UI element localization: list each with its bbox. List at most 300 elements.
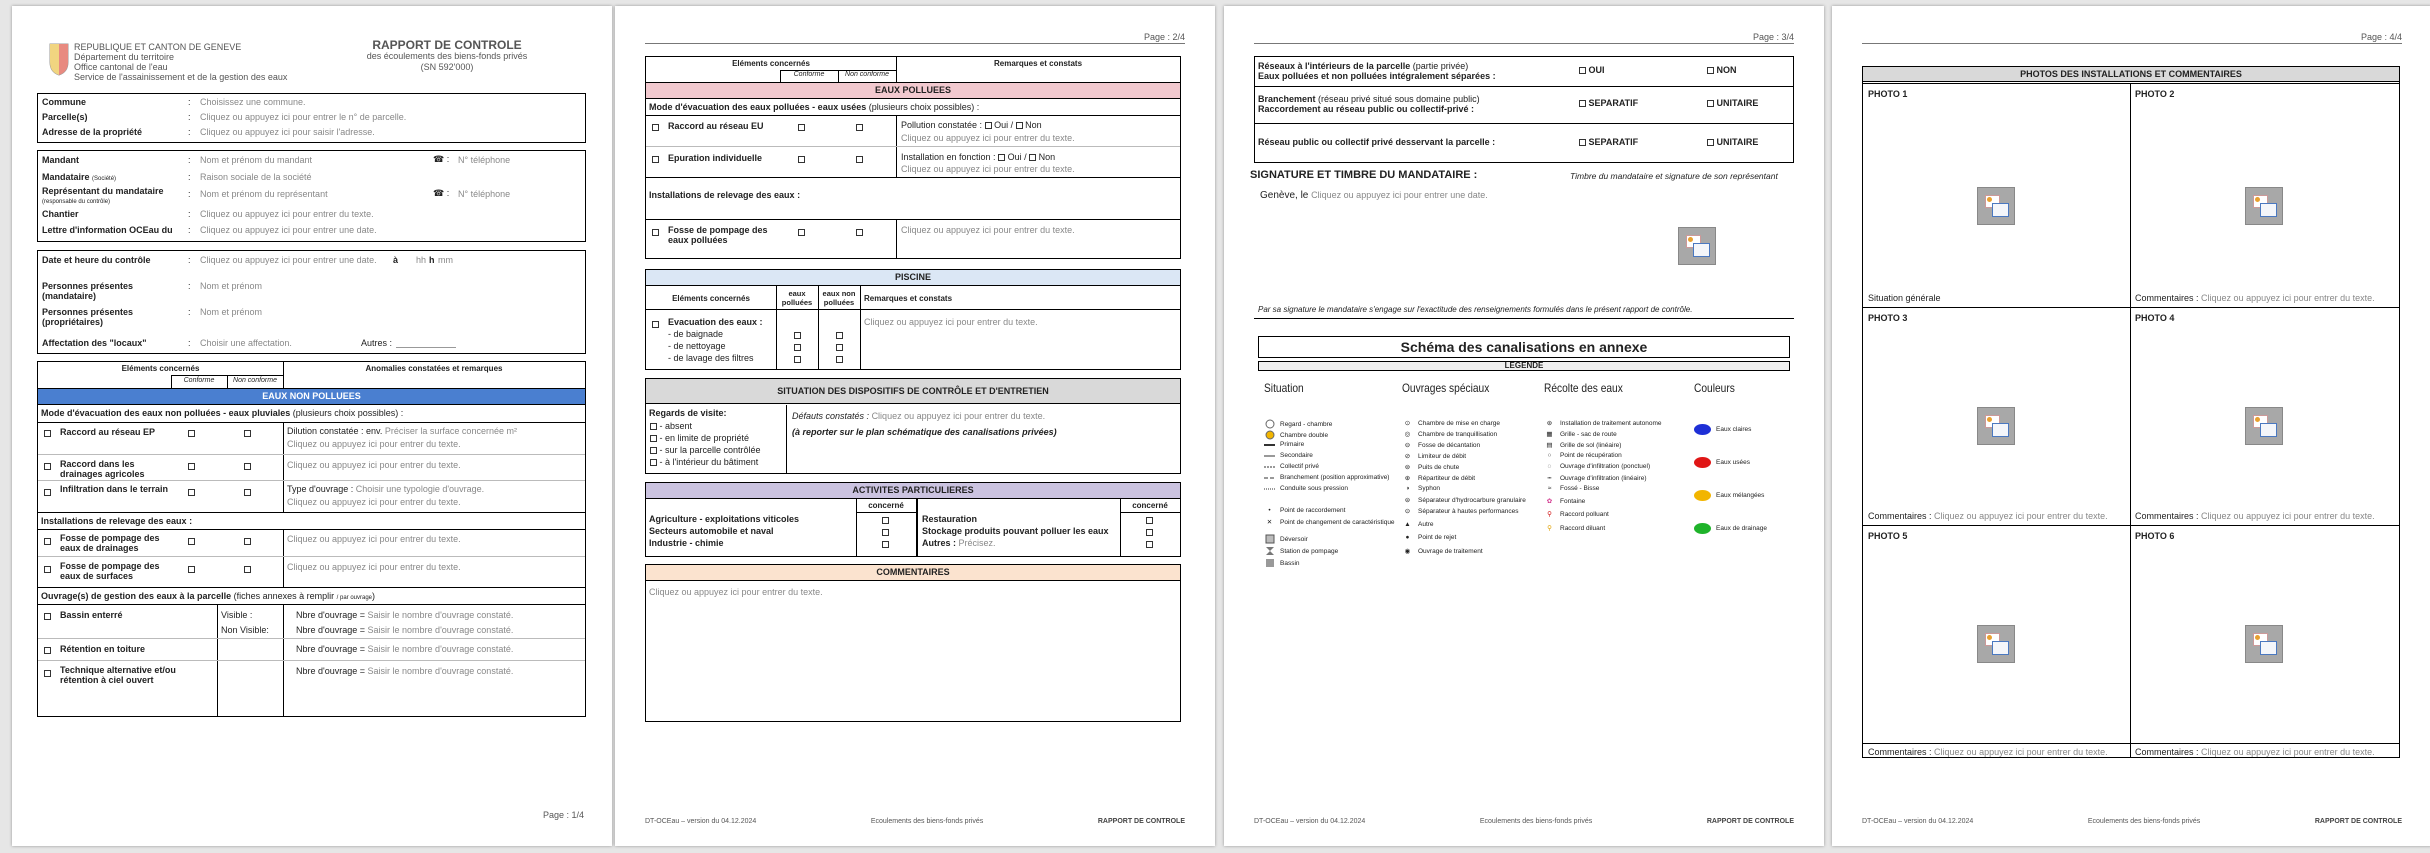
checkbox[interactable] <box>882 517 889 524</box>
geneve-label: Genève, le <box>1260 190 1309 201</box>
legend-col-recolte: Récolte des eaux <box>1544 381 1623 395</box>
mandataire-field[interactable]: Raison sociale de la société <box>200 172 312 182</box>
legend-repartiteur: Répartiteur de débit <box>1418 474 1476 482</box>
phone-icon: ☎ : <box>433 154 450 164</box>
pers-prop-label: Personnes présentes <box>42 307 134 317</box>
location-block: Commune : Choisissez une commune. Parcelle(s) : Cliquez ou appuyez ici pour entrer le n° de parcelle. Adresse de la propriété : Cliquez ou appuyez ici pour saisir l'adresse. <box>37 93 586 143</box>
legend-limiteur: Limiteur de débit <box>1418 452 1467 460</box>
situation-table <box>645 378 1181 474</box>
legend-chambre-double: Chambre double <box>1280 431 1329 439</box>
page-2 <box>615 6 1215 846</box>
checkbox[interactable] <box>1146 541 1153 548</box>
legend-infiltration-ponctuel: Ouvrage d'infiltration (ponctuel) <box>1560 463 1651 470</box>
legend-grille-sac: Grille - sac de route <box>1560 430 1617 438</box>
legend-separateur-granulaire: Séparateur d'hydrocarbure granulaire <box>1418 496 1526 504</box>
footer-version: DT-OCEau – version du 04.12.2024 <box>1862 818 1974 825</box>
autres-label: Autres : <box>361 338 393 348</box>
legend-tranquillisation: Chambre de tranquillisation <box>1418 430 1498 438</box>
legend-fosse-decantation: Fosse de décantation <box>1418 441 1481 449</box>
footer <box>645 818 1185 825</box>
band-piscine: PISCINE <box>646 270 1180 286</box>
row-raccord-ep: Raccord au réseau EP <box>60 427 156 437</box>
ouvrages-sub2: / par ouvrage <box>336 595 373 601</box>
legend-bassin: Bassin <box>1280 559 1300 567</box>
legend-primaire: Primaire <box>1280 441 1305 448</box>
checkbox[interactable] <box>794 332 801 339</box>
row-bassin-enterre: Bassin enterré <box>60 610 123 620</box>
visible-label: Visible : <box>221 610 253 620</box>
photo-3-label: PHOTO 3 <box>1868 313 1908 323</box>
checkbox-oui[interactable] <box>985 122 992 129</box>
head-elements: Eléments concernés <box>672 294 750 303</box>
legend-point-raccordement: Point de raccordement <box>1280 507 1346 514</box>
checkbox[interactable] <box>836 356 843 363</box>
checkbox-separatif[interactable] <box>1579 139 1586 146</box>
row-epuration: Epuration individuelle <box>668 153 763 163</box>
checkbox-non-conforme[interactable] <box>244 463 251 470</box>
text-field[interactable]: Cliquez ou appuyez ici pour entrer du texte. <box>901 225 1075 235</box>
legend-col-ouvrages: Ouvrages spéciaux <box>1402 381 1490 395</box>
color-swatch <box>1694 523 1711 534</box>
photo-6-label: PHOTO 6 <box>2135 531 2175 541</box>
relevage-label: Installations de relevage des eaux : <box>41 516 193 526</box>
legend-col-situation: Situation <box>1264 381 1304 395</box>
comment-label: Commentaires : <box>1868 511 1932 521</box>
a-label: à <box>393 255 399 265</box>
regards-label: Regards de visite: <box>649 408 727 418</box>
checkbox-non-conforme[interactable] <box>856 229 863 236</box>
checkbox[interactable] <box>44 538 51 545</box>
act-agriculture: Agriculture - exploitations viticoles <box>649 514 800 524</box>
evac-filtres: - de lavage des filtres <box>668 353 754 363</box>
checkbox-conforme[interactable] <box>188 430 195 437</box>
photo-6-image-icon[interactable] <box>2245 625 2283 663</box>
control-block: Date et heure du contrôle : Cliquez ou appuyez ici pour entrer une date. à hh h mm Personnes présentes (mandataire) : Nom et prénom Personnes présentes (propriétaires) : Nom et prénom Affectation des "locaux" : Choisir une affectation. Autres : <box>37 250 586 354</box>
photo-6-comment-field[interactable]: Cliquez ou appuyez ici pour entrer du texte. <box>2201 747 2375 757</box>
page-number: Page : 3/4 <box>1752 32 1794 42</box>
head-eaux-non-polluees: eaux non polluées <box>822 289 856 307</box>
text-field[interactable]: Cliquez ou appuyez ici pour entrer du texte. <box>287 534 461 544</box>
row-fosse-drainages: Fosse de pompage des eaux de drainages <box>60 533 160 553</box>
checkbox-non[interactable] <box>1016 122 1023 129</box>
photo-2-image-icon[interactable] <box>2245 187 2283 225</box>
q2a-label: Branchement <box>1258 94 1316 104</box>
legend-fontaine: Fontaine <box>1560 497 1586 505</box>
act-automobile: Secteurs automobile et naval <box>649 526 774 536</box>
head-conforme: Conforme <box>183 377 215 384</box>
parcelle-field[interactable]: Cliquez ou appuyez ici pour entrer le n° de parcelle. <box>200 112 407 122</box>
photo-1-image-icon[interactable] <box>1977 187 2015 225</box>
mode-label: Mode d'évacuation des eaux polluées - eaux usées <box>649 102 867 112</box>
commune-select[interactable]: Choisissez une commune. <box>200 97 306 107</box>
checkbox[interactable] <box>44 489 51 496</box>
preciser-field[interactable]: Précisez. <box>958 538 996 548</box>
mode-sub: (plusieurs choix possibles) : <box>292 408 404 418</box>
band-activites: ACTIVITES PARTICULIERES <box>646 483 1180 499</box>
mandant-label: Mandant <box>42 155 79 165</box>
report-title-block <box>352 40 542 73</box>
legend-autre: Autre <box>1418 521 1434 528</box>
color-label: Eaux usées <box>1716 459 1750 466</box>
nombre-label: Nbre d'ouvrage = <box>296 666 366 676</box>
representant-phone-field[interactable]: N° téléphone <box>458 189 511 199</box>
representant-label: Représentant du mandataire <box>42 186 164 196</box>
checkbox-conforme[interactable] <box>188 463 195 470</box>
page-4 <box>1832 6 2430 846</box>
photo-4-comment-field[interactable]: Cliquez ou appuyez ici pour entrer du texte. <box>2201 511 2375 521</box>
checkbox[interactable] <box>650 423 657 430</box>
checkbox-non-conforme[interactable] <box>244 489 251 496</box>
color-label: Eaux mélangées <box>1716 492 1765 499</box>
type-ouvrage-label: Type d'ouvrage : <box>287 484 354 494</box>
legend-raccord-polluant: Raccord polluant <box>1560 510 1609 518</box>
phone-icon: ☎ : <box>433 188 450 198</box>
geneva-coat-of-arms-logo <box>48 42 70 76</box>
footer-mid: Ecoulements des biens-fonds privés <box>2087 818 2201 825</box>
parties-block: Mandant : Nom et prénom du mandant ☎ : N° téléphone Mandataire (Société) : Raison sociale de la société Représentant du mandataire (responsable du contrôle) : Nom et prénom du représentant ☎ : N° téléphone Chantier : Cliquez ou appuyez ici pour entrer du texte. Lettre d'information OCEau du : Cliquez ou appuyez ici pour entrer une date. <box>37 150 586 242</box>
legend-separateur-hp: Séparateur à hautes performances <box>1418 507 1519 515</box>
reseaux-block <box>1254 56 1794 163</box>
head-remarques: Remarques et constats <box>864 294 953 303</box>
page-number: Page : 4/4 <box>2360 32 2402 42</box>
q2b-label: Raccordement au réseau public ou collectif-privé : <box>1258 104 1475 114</box>
date-controle-field[interactable]: Cliquez ou appuyez ici pour entrer une date. <box>200 255 377 265</box>
legend-branchement: Branchement (position approximative) <box>1280 474 1390 481</box>
regards-absent: - absent <box>659 421 693 431</box>
evac-baignade: - de baignade <box>668 329 724 339</box>
page-3: Page : 3/4 Réseaux à l'intérieurs de la parcelle (partie privée) Eaux polluées et non polluées intégralement séparées : OUI NON Branchement (réseau privé situé sous domaine public) Raccordement au réseau public ou collectif-privé : SEPARATIF UNITAIRE Réseau public ou collectif privé desservant la parcelle : SEPARATIF UNITAIRE SIGNATURE ET TIMBRE DU MANDATAIRE : Timbre du mandataire et signature de son représentant Genève, le Cliquez ou appuyez ici pour entrer une date. Par sa signature le mandataire s'engage sur l'exactitude des renseignements formulés dans le présent rapport de contrôle. Schéma des canalisations en annexe LEGENDE Situation Ouvrages spéciaux Récolte des eaux Couleurs Regard - chambre Chambre double Primaire Secondaire Collectif privé Branchement (position approximative) Conduite sous pression • Point de raccordement ✕ Point de changement de caractéristique Déversoir Station de pompage Bassin ⊙ Chambre de mise en charge ◎ Chambre de tranquillisation ⊖ Fosse de décantation ⊘ Limiteur de débit ⊚ Puits de chute ⊕ Répartiteur de débit ◑ Syphon ⊜ Séparateur d'hydrocarbure granulaire ⊝ Séparateur à hautes performances ▲ Autre ● Point de rejet ◉ Ouvrage de traitement ⊛ Installation de traitement autonome ▦ Grille - sac de route ▤ Grille de sol (linéaire) ○ Point de récupération ◌ Ouvrage d'infiltration (ponctuel) ┅ Ouvrage d'infiltration (linéaire) ≈ Fossé - Bisse ✿ Fontaine ⚲ Raccord polluant ⚲ Raccord diluant DT-OCEau – version du 04.12.2024 Ecoulements des biens-fonds privés RAPPORT DE CONTROLE Eaux claires Eaux usées Eaux mélangées Eaux de drainage <box>1224 6 1824 846</box>
comment-label: Commentaires : <box>2135 747 2199 757</box>
engagement-text: Par sa signature le mandataire s'engage sur l'exactitude des renseignements formulés dans le présent rapport de contrôle. <box>1258 305 1693 314</box>
signature-note: Timbre du mandataire et signature de son représentant <box>1570 171 1778 181</box>
head-non-conforme: Non conforme <box>233 377 277 384</box>
hour-field[interactable]: hh <box>416 255 427 265</box>
head-elements: Eléments concernés <box>121 364 200 373</box>
row-fosse-surfaces: Fosse de pompage des eaux de surfaces <box>60 561 160 581</box>
footer <box>1254 818 1794 825</box>
pers-prop-sub: (propriétaires) <box>42 317 104 327</box>
row-technique-alternative: Technique alternative et/ou rétention à ciel ouvert <box>60 665 176 685</box>
mandant-field[interactable]: Nom et prénom du mandant <box>200 155 313 165</box>
pers-prop-field[interactable]: Nom et prénom <box>200 307 263 317</box>
photo-2-comment-field[interactable]: Cliquez ou appuyez ici pour entrer du texte. <box>2201 293 2375 303</box>
text-field[interactable]: Cliquez ou appuyez ici pour entrer du texte. <box>901 133 1075 143</box>
act-autres: Autres : <box>922 538 957 548</box>
footer-title: RAPPORT DE CONTROLE <box>1706 818 1794 825</box>
pers-mandat-label: Personnes présentes <box>42 281 134 291</box>
nombre-field[interactable]: Saisir le nombre d'ouvrage constaté. <box>367 666 514 676</box>
photo-4-label: PHOTO 4 <box>2135 313 2175 323</box>
non-label: Non <box>1025 120 1042 130</box>
unitaire-label: UNITAIRE <box>1716 137 1759 147</box>
page-number: Page : 2/4 <box>1143 32 1185 42</box>
installation-label: Installation en fonction : <box>901 152 996 162</box>
evac-nettoyage: - de nettoyage <box>668 341 726 351</box>
mode-sub: (plusieurs choix possibles) : <box>868 102 980 112</box>
q3-label: Réseau public ou collectif privé desservant la parcelle : <box>1258 137 1496 147</box>
checkbox[interactable] <box>44 463 51 470</box>
nombre-field[interactable]: Saisir le nombre d'ouvrage constaté. <box>367 644 514 654</box>
legend-puits-chute: Puits de chute <box>1418 463 1460 471</box>
photo-3-image-icon[interactable] <box>1977 407 2015 445</box>
head-elements: Eléments concernés <box>732 59 810 68</box>
minute-field[interactable]: mm <box>438 255 453 265</box>
footer-mid: Ecoulements des biens-fonds privés <box>1479 818 1593 825</box>
checkbox-unitaire[interactable] <box>1707 100 1714 107</box>
legend-color-row <box>1694 523 1767 534</box>
report-title: RAPPORT DE CONTROLE <box>372 38 522 52</box>
autres-line[interactable] <box>396 347 456 348</box>
head-anomalies: Anomalies constatées et remarques <box>365 364 503 373</box>
q2a-sub: (réseau privé situé sous domaine public) <box>1318 94 1480 104</box>
checkbox[interactable] <box>882 529 889 536</box>
eaux-non-polluees-table: Eléments concernés Anomalies constatées et remarques Conforme Non conforme EAUX NON POLLUEES Mode d'évacuation des eaux non polluées - eaux pluviales (plusieurs choix possibles) : Raccord au réseau EP Dilution constatée : env. Préciser la surface concernée m² Cliquez ou appuyez ici pour entrer du texte. Raccord dans les drainages agricoles Cliquez ou appuyez ici pour entrer du texte. Infiltration dans le terrain Type d'ouvrage : Choisir une typologie d'ouvrage. Cliquez ou appuyez ici pour entrer du texte. Installations de relevage des eaux : Fosse de pompage des eaux de drainages Cliquez ou appuyez ici pour entrer du texte. Fosse de pompage des eaux de surfaces Cliquez ou appuyez ici pour entrer du texte. Ouvrage(s) de gestion des eaux à la parcelle (fiches annexes à remplir / par ouvrage) Bassin enterré Visible : Non Visible: Nbre d'ouvrage = Saisir le nombre d'ouvrage constaté. Nbre d'ouvrage = Saisir le nombre d'ouvrage constaté. Rétention en toiture Nbre d'ouvrage = Saisir le nombre d'ouvrage constaté. Technique alternative et/ou rétention à ciel ouvert Nbre d'ouvrage = Saisir le nombre d'ouvrage constaté. <box>37 361 586 717</box>
nombre-field[interactable]: Saisir le nombre d'ouvrage constaté. <box>367 610 514 620</box>
separatif-label: SEPARATIF <box>1588 98 1639 108</box>
checkbox[interactable] <box>44 430 51 437</box>
legend-ouvrage-traitement: Ouvrage de traitement <box>1418 547 1483 555</box>
footer-mid: Ecoulements des biens-fonds privés <box>870 818 984 825</box>
photo-1-label: PHOTO 1 <box>1868 89 1908 99</box>
mandataire-sub: (Société) <box>92 176 117 182</box>
checkbox-non-conforme[interactable] <box>856 156 863 163</box>
checkbox-non[interactable] <box>1707 67 1714 74</box>
checkbox-separatif[interactable] <box>1579 100 1586 107</box>
non-label: Non <box>1038 152 1056 162</box>
photo-5-comment-field[interactable]: Cliquez ou appuyez ici pour entrer du texte. <box>1934 747 2108 757</box>
legend-point-rejet: Point de rejet <box>1418 534 1457 541</box>
checkbox[interactable] <box>650 435 657 442</box>
color-swatch <box>1694 424 1711 435</box>
checkbox[interactable] <box>44 647 51 654</box>
head-eaux-polluees: eaux polluées <box>781 289 813 307</box>
mandant-phone-field[interactable]: N° téléphone <box>458 155 511 165</box>
checkbox-non-conforme[interactable] <box>856 124 863 131</box>
signature-date-field[interactable]: Cliquez ou appuyez ici pour entrer une date. <box>1311 190 1488 200</box>
photo-5-image-icon[interactable] <box>1977 625 2015 663</box>
reporter-note: (à reporter sur le plan schématique des canalisations privées) <box>792 427 1057 437</box>
checkbox[interactable] <box>652 229 659 236</box>
checkbox[interactable] <box>44 566 51 573</box>
mode-label: Mode d'évacuation des eaux non polluées - eaux pluviales <box>41 408 291 418</box>
date-controle-label: Date et heure du contrôle <box>42 255 151 265</box>
checkbox[interactable] <box>652 124 659 131</box>
footer-title: RAPPORT DE CONTROLE <box>2314 818 2402 825</box>
checkbox-non-conforme[interactable] <box>244 538 251 545</box>
checkbox[interactable] <box>652 321 659 328</box>
org-block <box>74 42 287 82</box>
checkbox-conforme[interactable] <box>188 538 195 545</box>
adresse-field[interactable]: Cliquez ou appuyez ici pour saisir l'adresse. <box>200 127 375 137</box>
legend-mise-en-charge: Chambre de mise en charge <box>1418 419 1501 427</box>
checkbox[interactable] <box>650 459 657 466</box>
legend-col-couleurs: Couleurs <box>1694 381 1735 395</box>
signature-title: SIGNATURE ET TIMBRE DU MANDATAIRE : <box>1250 169 1478 181</box>
non-label: NON <box>1716 65 1737 75</box>
checkbox-conforme[interactable] <box>798 124 805 131</box>
defauts-field[interactable]: Cliquez ou appuyez ici pour entrer du texte. <box>871 411 1046 421</box>
pers-mandat-field[interactable]: Nom et prénom <box>200 281 263 291</box>
ouvrages-label: Ouvrage(s) de gestion des eaux à la parcelle <box>41 591 232 601</box>
lettre-label: Lettre d'information OCEau du <box>42 225 173 235</box>
checkbox[interactable] <box>1146 529 1153 536</box>
head-concerne: concerné <box>1132 501 1168 510</box>
type-ouvrage-select[interactable]: Choisir une typologie d'ouvrage. <box>355 484 485 494</box>
photo-4-image-icon[interactable] <box>2245 407 2283 445</box>
checkbox-conforme[interactable] <box>798 156 805 163</box>
checkbox-oui[interactable] <box>998 154 1005 161</box>
signature-image-placeholder-icon[interactable] <box>1678 227 1716 265</box>
activites-table <box>645 482 1181 557</box>
photo-1-caption: Situation générale <box>1868 293 1941 303</box>
schema-title-box <box>1258 336 1790 358</box>
dilution-label: Dilution constatée : env. <box>287 426 383 436</box>
act-industrie: Industrie - chimie <box>649 538 724 548</box>
legend-regard: Regard - chambre <box>1280 420 1333 428</box>
org-line: Département du territoire <box>74 52 175 62</box>
piscine-table <box>645 269 1181 370</box>
representant-field[interactable]: Nom et prénom du représentant <box>200 189 328 199</box>
checkbox[interactable] <box>44 670 51 677</box>
footer-title: RAPPORT DE CONTROLE <box>1097 818 1185 825</box>
text-field[interactable]: Cliquez ou appuyez ici pour entrer du texte. <box>901 164 1075 174</box>
nombre-label: Nbre d'ouvrage = <box>296 625 366 635</box>
legend-secondaire: Secondaire <box>1280 452 1313 459</box>
checkbox-conforme[interactable] <box>188 566 195 573</box>
checkbox[interactable] <box>836 344 843 351</box>
regards-parcelle: - sur la parcelle contrôlée <box>659 445 761 455</box>
footer-version: DT-OCEau – version du 04.12.2024 <box>1254 818 1366 825</box>
legend-syphon: Syphon <box>1418 485 1441 492</box>
legende-bar <box>1258 361 1790 371</box>
affectation-select[interactable]: Choisir une affectation. <box>200 338 292 348</box>
comment-label: Commentaires : <box>1868 747 1932 757</box>
checkbox-unitaire[interactable] <box>1707 139 1714 146</box>
schema-title: Schéma des canalisations en annexe <box>1400 339 1648 355</box>
band-eaux-polluees: EAUX POLLUEES <box>646 82 1180 99</box>
color-label: Eaux claires <box>1716 426 1752 433</box>
report-subtitle: des écoulements des biens-fonds privés <box>366 51 528 61</box>
ouvrages-sub: (fiches annexes à remplir <box>233 591 335 601</box>
relevage-label: Installations de relevage des eaux : <box>649 190 801 200</box>
oui-label: Oui / <box>994 120 1014 130</box>
chantier-label: Chantier <box>42 209 79 219</box>
mandataire-label: Mandataire <box>42 172 90 182</box>
legend-color-row <box>1694 457 1750 468</box>
legend-color-row <box>1694 424 1751 435</box>
nombre-label: Nbre d'ouvrage = <box>296 610 366 620</box>
org-line: REPUBLIQUE ET CANTON DE GENEVE <box>74 42 242 52</box>
eaux-polluees-table <box>645 56 1181 259</box>
checkbox[interactable] <box>652 156 659 163</box>
affectation-label: Affectation des "locaux" <box>42 338 147 348</box>
nombre-field[interactable]: Saisir le nombre d'ouvrage constaté. <box>367 625 514 635</box>
separatif-label: SEPARATIF <box>1588 137 1639 147</box>
legend-color-row <box>1694 490 1764 501</box>
text-field[interactable]: Cliquez ou appuyez ici pour entrer du texte. <box>287 497 461 507</box>
legend-station-pompage: Station de pompage <box>1280 547 1339 555</box>
parcelle-label: Parcelle(s) <box>42 112 88 122</box>
color-swatch <box>1694 490 1711 501</box>
text-field[interactable]: Cliquez ou appuyez ici pour entrer du texte. <box>287 562 461 572</box>
row-fosse-polluees: Fosse de pompage des eaux polluées <box>668 225 768 245</box>
legend-collectif-prive: Collectif privé <box>1280 463 1320 470</box>
checkbox-non-conforme[interactable] <box>244 430 251 437</box>
comment-label: Commentaires : <box>2135 293 2199 303</box>
oui-label: Oui / <box>1007 152 1027 162</box>
checkbox[interactable] <box>836 332 843 339</box>
legend-infiltration-lineaire: Ouvrage d'infiltration (linéaire) <box>1560 474 1647 482</box>
head-conforme: Conforme <box>793 71 825 78</box>
org-line: Office cantonal de l'eau <box>74 62 168 72</box>
row-drainages-agricoles: Raccord dans les drainages agricoles <box>60 459 145 479</box>
photo-5-label: PHOTO 5 <box>1868 531 1908 541</box>
lettre-date-field[interactable]: Cliquez ou appuyez ici pour entrer une date. <box>200 225 377 235</box>
checkbox[interactable] <box>44 613 51 620</box>
band-photos: PHOTOS DES INSTALLATIONS ET COMMENTAIRES <box>1863 67 2399 82</box>
checkbox[interactable] <box>650 447 657 454</box>
row-retention-toiture: Rétention en toiture <box>60 644 145 654</box>
h-label: h <box>429 255 435 265</box>
adresse-label: Adresse de la propriété <box>42 127 143 137</box>
dilution-field[interactable]: Préciser la surface concernée m² <box>384 426 517 436</box>
row-infiltration: Infiltration dans le terrain <box>60 484 169 494</box>
checkbox-oui[interactable] <box>1579 67 1586 74</box>
checkbox[interactable] <box>882 541 889 548</box>
band-commentaires: COMMENTAIRES <box>646 565 1180 581</box>
checkbox[interactable] <box>1146 517 1153 524</box>
checkbox-conforme[interactable] <box>188 489 195 496</box>
chantier-field[interactable]: Cliquez ou appuyez ici pour entrer du texte. <box>200 209 374 219</box>
band-situation: SITUATION DES DISPOSITIFS DE CONTRÔLE ET D'ENTRETIEN <box>646 379 1180 404</box>
commentaires-box <box>645 564 1181 722</box>
legend-point-recuperation: Point de récupération <box>1560 452 1622 459</box>
checkbox[interactable] <box>794 344 801 351</box>
pollution-label: Pollution constatée : <box>901 120 983 130</box>
commune-label: Commune <box>42 97 87 107</box>
page-number: Page : 1/4 <box>542 810 584 820</box>
legend-raccord-diluant: Raccord diluant <box>1560 524 1606 532</box>
legend-conduite-pression: Conduite sous pression <box>1280 485 1348 492</box>
photos-table <box>1862 66 2400 758</box>
legend-grille-sol: Grille de sol (linéaire) <box>1560 441 1622 449</box>
q1b-label: Eaux polluées et non polluées intégralement séparées : <box>1258 71 1496 81</box>
head-concerne: concerné <box>868 501 904 510</box>
text-field[interactable]: Cliquez ou appuyez ici pour entrer du texte. <box>287 439 461 449</box>
color-label: Eaux de drainage <box>1716 525 1767 532</box>
text-field[interactable]: Cliquez ou appuyez ici pour entrer du texte. <box>864 317 1038 327</box>
report-sn: (SN 592'000) <box>420 62 474 72</box>
regards-batiment: - à l'intérieur du bâtiment <box>659 457 759 467</box>
evacuation-label: Evacuation des eaux : <box>668 317 763 327</box>
photo-3-comment-field[interactable]: Cliquez ou appuyez ici pour entrer du texte. <box>1934 511 2108 521</box>
color-swatch <box>1694 457 1711 468</box>
non-visible-label: Non Visible: <box>221 625 269 635</box>
legende-label: LEGENDE <box>1504 361 1544 370</box>
checkbox-conforme[interactable] <box>798 229 805 236</box>
commentaires-field[interactable]: Cliquez ou appuyez ici pour entrer du texte. <box>649 587 823 597</box>
oui-label: OUI <box>1588 65 1605 75</box>
checkbox[interactable] <box>794 356 801 363</box>
legend-traitement-autonome: Installation de traitement autonome <box>1560 419 1662 427</box>
checkbox-non-conforme[interactable] <box>244 566 251 573</box>
defauts-label: Défauts constatés : <box>792 411 870 421</box>
band-eaux-non-polluees: EAUX NON POLLUEES <box>38 388 585 405</box>
checkbox-non[interactable] <box>1029 154 1036 161</box>
photo-2-label: PHOTO 2 <box>2135 89 2175 99</box>
text-field[interactable]: Cliquez ou appuyez ici pour entrer du texte. <box>287 460 461 470</box>
nombre-label: Nbre d'ouvrage = <box>296 644 366 654</box>
